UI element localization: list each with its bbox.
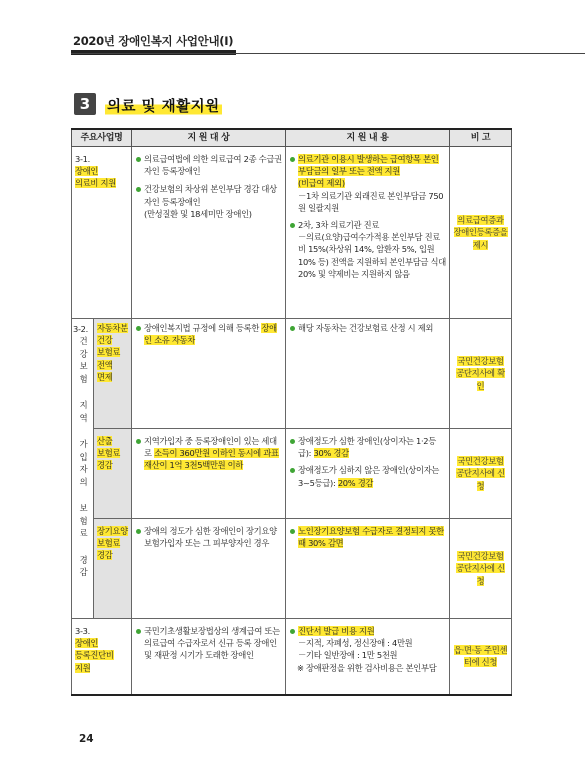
content-subitem: ※ 장애판정을 위한 검사비용은 본인부담: [297, 662, 437, 673]
content-item: 진단서 발급 비용 지원: [289, 625, 446, 637]
note-text: 국민건강보험 공단지사에 확인: [456, 356, 505, 391]
target-item: 국민기초생활보장법상의 생계급여 또는 의료급여 수급자로서 신규 등록 장애인 및 재판정 시기가 도래한 장애인: [135, 625, 282, 662]
content-item: 해당 자동차는 건강보험료 산정 시 제외: [289, 322, 446, 334]
note-cell: [450, 519, 512, 619]
subprogram-cell: [94, 519, 132, 619]
content-cell: [286, 429, 450, 519]
note-text: 국민건강보험 공단지사에 신청: [456, 456, 505, 491]
header-program: 주요사업명: [72, 129, 132, 147]
note-text: 국민건강보험 공단지사에 신청: [456, 551, 505, 586]
content-cell: [286, 319, 450, 429]
target-cell: [132, 147, 286, 319]
subprogram-label: 건강: [97, 335, 113, 346]
target-item: 건강보험의 차상위 본인부담 경감 대상자인 등록장애인: [135, 183, 282, 207]
table-row: [72, 619, 512, 695]
content-item: 의료기관 이용시 발생하는 급여항목 본인부담금의 일부 또는 전액 지원: [289, 153, 446, 177]
section-title: 의료 및 재활지원: [105, 95, 222, 116]
support-table: [71, 128, 512, 696]
subprogram-label: 보험료: [97, 347, 121, 358]
program-cell: [72, 619, 132, 695]
note-cell: [450, 429, 512, 519]
table-row: [72, 519, 512, 619]
subprogram-label: 보험료: [97, 538, 121, 549]
program-cell: [72, 147, 132, 319]
target-item: 장애의 정도가 심한 장애인이 장기요양보험가입자 또는 그 피부양자인 경우: [135, 525, 282, 549]
target-item: 의료급여법에 의한 의료급여 2종 수급권자인 등록장애인: [135, 153, 282, 177]
target-item: 장애인복지법 규정에 의해 등록한 장애인 소유 자동차: [135, 322, 282, 346]
target-cell: [132, 619, 286, 695]
program-number: 3-3.: [75, 626, 90, 636]
content-subitem: －지적, 자폐성, 정신장애 : 4만원: [298, 638, 413, 649]
table-row: [72, 147, 512, 319]
header-rule: [71, 53, 585, 54]
subprogram-label: 면제: [97, 371, 113, 382]
target-item: 지역가입자 중 등록장애인이 있는 세대로 소득이 360만원 이하인 동시에 과표 재산이 1억 3천5백만원 이하: [135, 435, 282, 472]
target-cell: [132, 519, 286, 619]
program-name: 등록진단비: [75, 650, 114, 661]
section-number-badge: 3: [74, 93, 96, 115]
program-number: 3-1.: [75, 154, 90, 164]
content-subitem: －의료(요양)급여수가적용 본인부담 진료비 15%(차상위 14%, 암환자 5%, 입원 10% 등) 전액을 지원하되 본인부담금 식대 20% 및 약제비는 지원하지 않음: [298, 232, 446, 279]
content-subitem: －기타 일반장애 : 1만 5천원: [298, 650, 398, 661]
program-vertical-label: 건 강 보 험 지 역 가 입 자 의 보 험 료 경 감: [79, 336, 88, 578]
note-cell: [450, 147, 512, 319]
content-subitem: －1차 의료기관 외래진료 본인부담금 750원 일괄지원: [298, 190, 444, 213]
content-item: 장애정도가 심한 장애인(상이자는 1·2등급): 30% 경감: [289, 435, 446, 459]
note-cell: [450, 619, 512, 695]
content-cell: [286, 619, 450, 695]
header-note: 비 고: [450, 129, 512, 147]
program-name: 지원: [75, 662, 91, 673]
subprogram-label: 전액: [97, 359, 113, 370]
table-header-row: [72, 129, 512, 147]
content-item: 장애정도가 심하지 않은 장애인(상이자는 3~5등급): 20% 경감: [289, 464, 446, 488]
subprogram-label: 산출: [97, 436, 113, 446]
program-cell-vertical: [72, 319, 94, 619]
subprogram-label: 경감: [97, 550, 113, 561]
subprogram-cell: [94, 429, 132, 519]
target-cell: [132, 429, 286, 519]
program-number: 3-2.: [73, 324, 88, 334]
page-number: 24: [79, 733, 94, 745]
subprogram-label: 장기요양: [97, 526, 128, 536]
subprogram-cell: [94, 319, 132, 429]
content-cell: [286, 519, 450, 619]
document-header-title: 2020년 장애인복지 사업안내(Ⅰ): [73, 34, 234, 48]
content-item: 2차, 3차 의료기관 진료: [289, 219, 446, 231]
content-item: 노인장기요양보험 수급자로 결정되지 못한 때 30% 감면: [289, 525, 446, 549]
content-item-note: (비급여 제외): [298, 178, 345, 189]
target-cell: [132, 319, 286, 429]
target-item-note: (만성질환 및 18세미만 장애인): [144, 208, 252, 219]
program-name: 장애인: [75, 166, 99, 177]
header-target: 지 원 대 상: [132, 129, 286, 147]
subprogram-label: 경감: [97, 460, 113, 471]
note-cell: [450, 319, 512, 429]
table-row: [72, 429, 512, 519]
table-row: [72, 319, 512, 429]
content-cell: [286, 147, 450, 319]
subprogram-label: 보험료: [97, 448, 121, 459]
program-name: 장애인: [75, 638, 99, 649]
subprogram-label: 자동차분: [97, 323, 128, 333]
note-text: 읍·면·동 주민센터에 신청: [453, 645, 508, 668]
program-name: 의료비 지원: [75, 178, 116, 189]
header-content: 지 원 내 용: [286, 129, 450, 147]
note-text: 의료급여증과 장애인등록증을 제시: [453, 215, 508, 250]
